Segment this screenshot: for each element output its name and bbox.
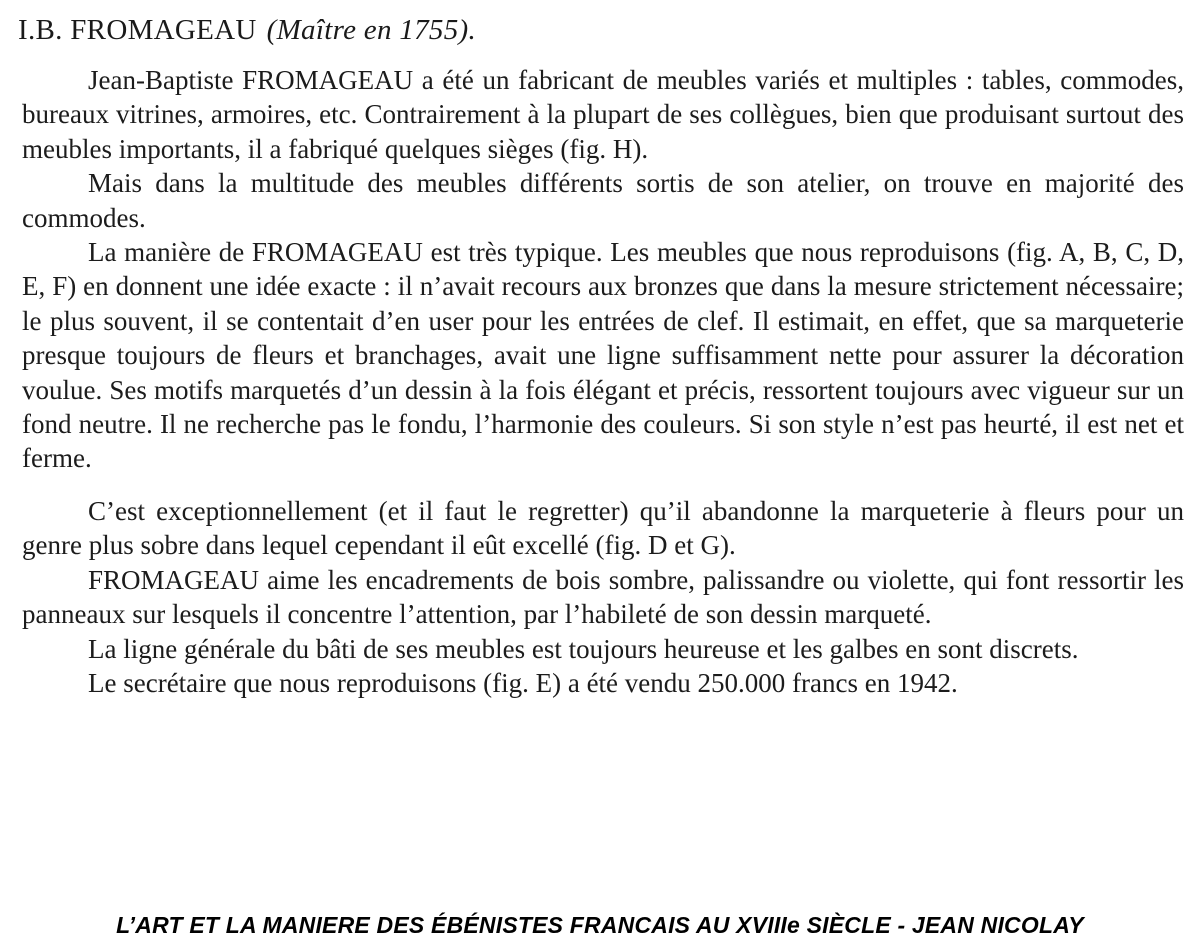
body-text — [22, 63, 1184, 700]
paragraph-4: C’est exceptionnellement (et il faut le regretter) qu’il abandonne la marqueterie à fleurs pour un genre plus sobre dans lequel cependant il eût excellé (fig. D et G). — [22, 495, 1184, 561]
paragraph-6: La ligne générale du bâti de ses meubles est toujours heureuse et les galbes en sont discrets. — [88, 633, 1079, 664]
heading-subtitle: (Maître en 1755). — [266, 14, 477, 46]
paragraph-3: La manière de FROMAGEAU est très typique. Les meubles que nous reproduisons (fig. A, B, C, D, E, F) en donnent une idée exacte : il n’avait recours aux bronzes que dans la mesure strictement nécessaire; le plus souvent, il se contentait d’en user pour les entrées de clef. Il estimait, en effet, que sa marqueterie presque toujours de fleurs et branchages, avait une ligne suffisamment nette pour assurer la décoration voulue. Ses motifs marquetés d’un dessin à la fois élégant et précis, ressortent toujours avec vigueur sur un fond neutre. Il ne recherche pas le fondu, l’harmonie des couleurs. Si son style n’est pas heurté, il est net et ferme. — [22, 237, 1184, 474]
paragraph-2: Mais dans la multitude des meubles différents sortis de son atelier, on trouve en majorité des commodes. — [22, 168, 1184, 233]
footer-caption: L’ART ET LA MANIERE DES ÉBÉNISTES FRANCAIS AU XVIIIe SIÈCLE - JEAN NICOLAY — [116, 912, 1084, 938]
section-heading — [18, 14, 476, 47]
paragraph-5: FROMAGEAU aime les encadrements de bois sombre, palissandre ou violette, qui font ressortir les panneaux sur lesquels il concentre l’attention, par l’habileté de son dessin marqueté. — [22, 564, 1184, 630]
paragraph-1: Jean-Baptiste FROMAGEAU a été un fabricant de meubles variés et multiples : tables, commodes, bureaux vitrines, armoires, etc. Contrairement à la plupart de ses collègues, bien que produisant surtout des meubles importants, il a fabriqué quelques sièges (fig. H). — [22, 65, 1184, 164]
paragraph-7: Le secrétaire que nous reproduisons (fig. E) a été vendu 250.000 francs en 1942. — [88, 667, 958, 698]
heading-title: I.B. FROMAGEAU — [18, 14, 257, 46]
